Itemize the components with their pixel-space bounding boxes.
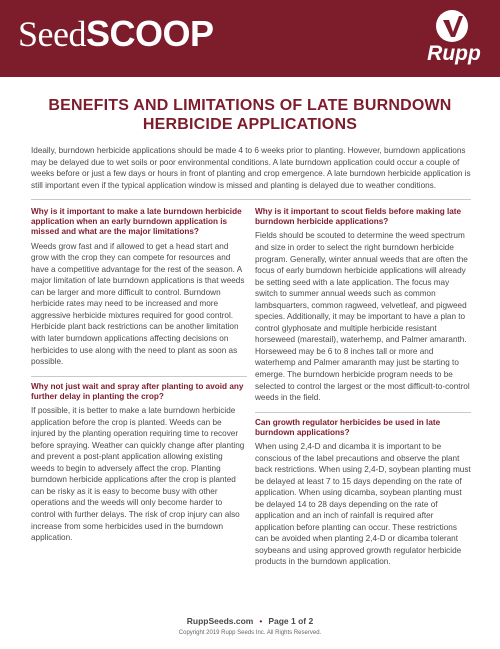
rupp-leaf-icon bbox=[436, 10, 468, 42]
title-line-1: BENEFITS AND LIMITATIONS OF LATE BURNDOWN bbox=[48, 97, 452, 114]
question-heading: Why is it important to make a late burndown herbicide application when an early burndown application is missed and what are the major limitations? bbox=[31, 207, 242, 237]
page-title bbox=[20, 96, 480, 134]
brand-seed: Seed bbox=[18, 14, 86, 54]
rupp-logo bbox=[421, 8, 487, 70]
left-column bbox=[31, 207, 247, 544]
logo-text: Rupp bbox=[427, 42, 481, 65]
page-number: Page 1 of 2 bbox=[268, 616, 314, 626]
brand-scoop: SCOOP bbox=[85, 13, 214, 54]
footer-line bbox=[0, 616, 500, 626]
answer-paragraph: When using 2,4-D and dicamba it is important to be conscious of the label precautions and observe the plant back restrictions. When using 2,4-D, soybean planting must be delayed at least 7 to 15 days depending on the rate of application. When using dicamba, soybean planting must be delayed 14 to 28 days depending on the rate of application and an inch of rainfall is required after application before planting can occur. These restrictions can be avoided when planting 2,4-D or dicamba tolerant soybeans and using approved growth regulator herbicide products in the burndown application. bbox=[255, 442, 471, 567]
website-link[interactable]: RuppSeeds.com bbox=[186, 616, 254, 626]
footer-bullet: • bbox=[259, 616, 263, 626]
question-heading: Why not just wait and spray after planting to avoid any further delay in planting the crop? bbox=[31, 381, 244, 401]
question-heading: Can growth regulator herbicides be used in late burndown applications? bbox=[255, 417, 441, 437]
header-banner bbox=[0, 0, 500, 77]
answer-paragraph: If possible, it is better to make a late burndown herbicide application before the crop is planted. Weeds can be injured by the planting operation requiring time to recover before spraying. Weather can quickly change after planting and prevent a post-plant application allowing existing weeds to begin to adversely affect the crop. Planting burndown herbicide applications after the crop is planted can be risky as it is easy to become busy with other operations and the weeds will only become harder to control with further delays. The risk of crop injury can also increase from some herbicides used in the burndown application. bbox=[31, 406, 245, 543]
answer-paragraph: Weeds grow fast and if allowed to get a head start and grow with the crop they can compete for resources and have a competitive advantage for the rest of the season. A major limitation of late burndown applications is that weeds can be larger and more difficult to control. Burndown herbicide rates may need to be increased and more aggressive herbicide mixtures required for good control. Herbicide plant back restrictions can be another limitation with later burndown applications affecting decisions on herbicides to use along with the need to plant as soon as possible. bbox=[31, 241, 245, 367]
seedscoop-wordmark bbox=[18, 14, 214, 54]
question-divider bbox=[31, 376, 247, 377]
question-heading: Why is it important to scout fields before making late burndown herbicide applications? bbox=[255, 207, 462, 227]
right-column bbox=[255, 207, 471, 568]
answer-paragraph: Fields should be scouted to determine the weed spectrum and size in order to select the right burndown herbicide program. Generally, winter annual weeds that are often the focus of early burndown herbicide applications will already be setting seed with a late application. The focus may switch to summer annual weeds such as common lambsquarters, common ragweed, velvetleaf, and pigweed species. Additionally, it may be important to have a plan to control glyphosate and multiple herbicide resistant horseweed (marestail), waterhemp, and Palmer amaranth. Horseweed may be 6 to 8 inches tall or more and waterhemp and Palmer amaranth may just be starting to emerge. The burndown herbicide program needs to be selected to control the largest or the most difficult-to-control weeds in the field. bbox=[255, 231, 470, 403]
intro-paragraph: Ideally, burndown herbicide applications should be made 4 to 6 weeks prior to planting. However, burndown applications may be delayed due to wet soils or poor environmental conditions. A late burndown application could occur a couple of weeks before or just a few days or hours in front of planting and crop emergence. A late burndown herbicide application is still important even if the typical application window is missed and planting is delayed due to weather conditions. bbox=[31, 146, 471, 190]
copyright-notice: Copyright 2019 Rupp Seeds Inc. All Rights Reserved. bbox=[178, 630, 322, 636]
title-line-2: HERBICIDE APPLICATIONS bbox=[142, 116, 358, 133]
question-divider bbox=[255, 412, 471, 413]
section-divider bbox=[31, 199, 471, 200]
